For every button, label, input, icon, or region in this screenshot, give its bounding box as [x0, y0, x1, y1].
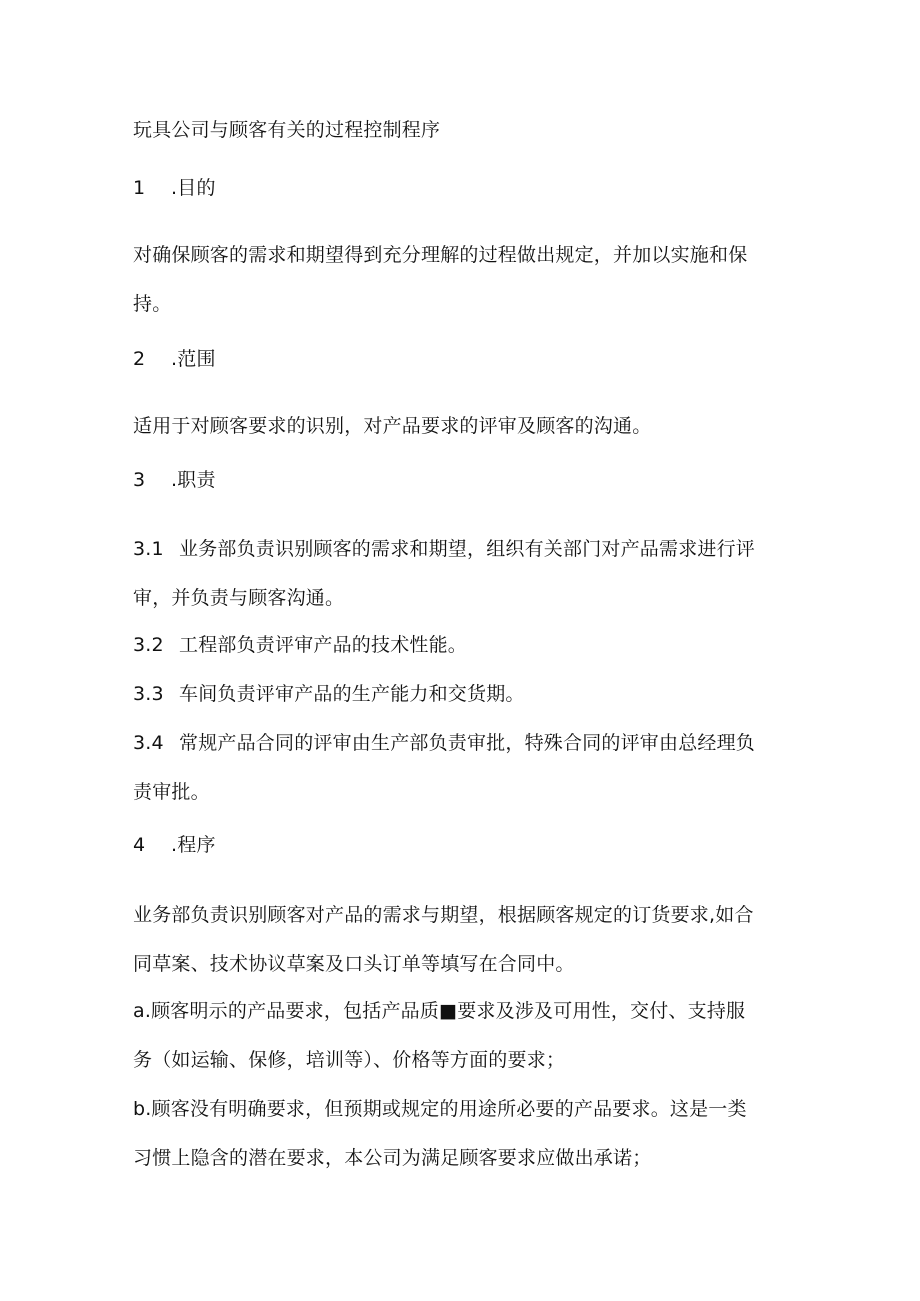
paragraph-line: 同草案、技术协议草案及口头订单等填写在合同中。	[133, 953, 575, 975]
clause-3-4	[133, 731, 755, 755]
paragraph-line: 务（如运输、保修，培训等）、价格等方面的要求；	[133, 1049, 566, 1071]
paragraph-line: 责审批。	[133, 781, 210, 803]
clause-number: 3.4	[133, 732, 164, 754]
section-3-heading	[133, 468, 216, 492]
section-2-heading	[133, 347, 216, 371]
clause-text: 常规产品合同的评审由生产部负责审批，特殊合同的评审由总经理负	[179, 732, 756, 754]
paragraph-line: 习惯上隐含的潜在要求，本公司为满足顾客要求应做出承诺；	[133, 1147, 652, 1169]
clause-number: 3.2	[133, 634, 164, 656]
clause-number: 3.3	[133, 683, 164, 705]
section-title: .程序	[171, 834, 216, 856]
document-title: 玩具公司与顾客有关的过程控制程序	[133, 119, 441, 141]
clause-3-3	[133, 682, 525, 706]
section-title: .范围	[171, 348, 216, 370]
paragraph-line: 审，并负责与顾客沟通。	[133, 587, 345, 609]
section-1-heading	[133, 176, 216, 200]
paragraph-line: 持。	[133, 293, 172, 315]
section-number: 1	[133, 177, 146, 199]
section-number: 4	[133, 834, 146, 856]
clause-text: 业务部负责识别顾客的需求和期望，组织有关部门对产品需求进行评	[179, 538, 756, 560]
section-number: 2	[133, 348, 146, 370]
paragraph-line: 适用于对顾客要求的识别，对产品要求的评审及顾客的沟通。	[133, 415, 652, 437]
list-item-a: a.顾客明示的产品要求，包括产品质■要求及涉及可用性，交付、支持服	[133, 1000, 746, 1022]
clause-number: 3.1	[133, 538, 164, 560]
clause-3-2	[133, 633, 467, 657]
section-title: .目的	[171, 177, 216, 199]
paragraph-line: 业务部负责识别顾客对产品的需求与期望，根据顾客规定的订货要求,如合	[133, 904, 754, 926]
section-number: 3	[133, 469, 146, 491]
section-title: .职责	[171, 469, 216, 491]
clause-text: 车间负责评审产品的生产能力和交货期。	[179, 683, 525, 705]
paragraph-line: 对确保顾客的需求和期望得到充分理解的过程做出规定，并加以实施和保	[133, 244, 748, 266]
list-item-b: b.顾客没有明确要求，但预期或规定的用途所必要的产品要求。这是一类	[133, 1098, 747, 1120]
clause-3-1	[133, 537, 755, 561]
section-4-heading	[133, 833, 216, 857]
clause-text: 工程部负责评审产品的技术性能。	[179, 634, 468, 656]
